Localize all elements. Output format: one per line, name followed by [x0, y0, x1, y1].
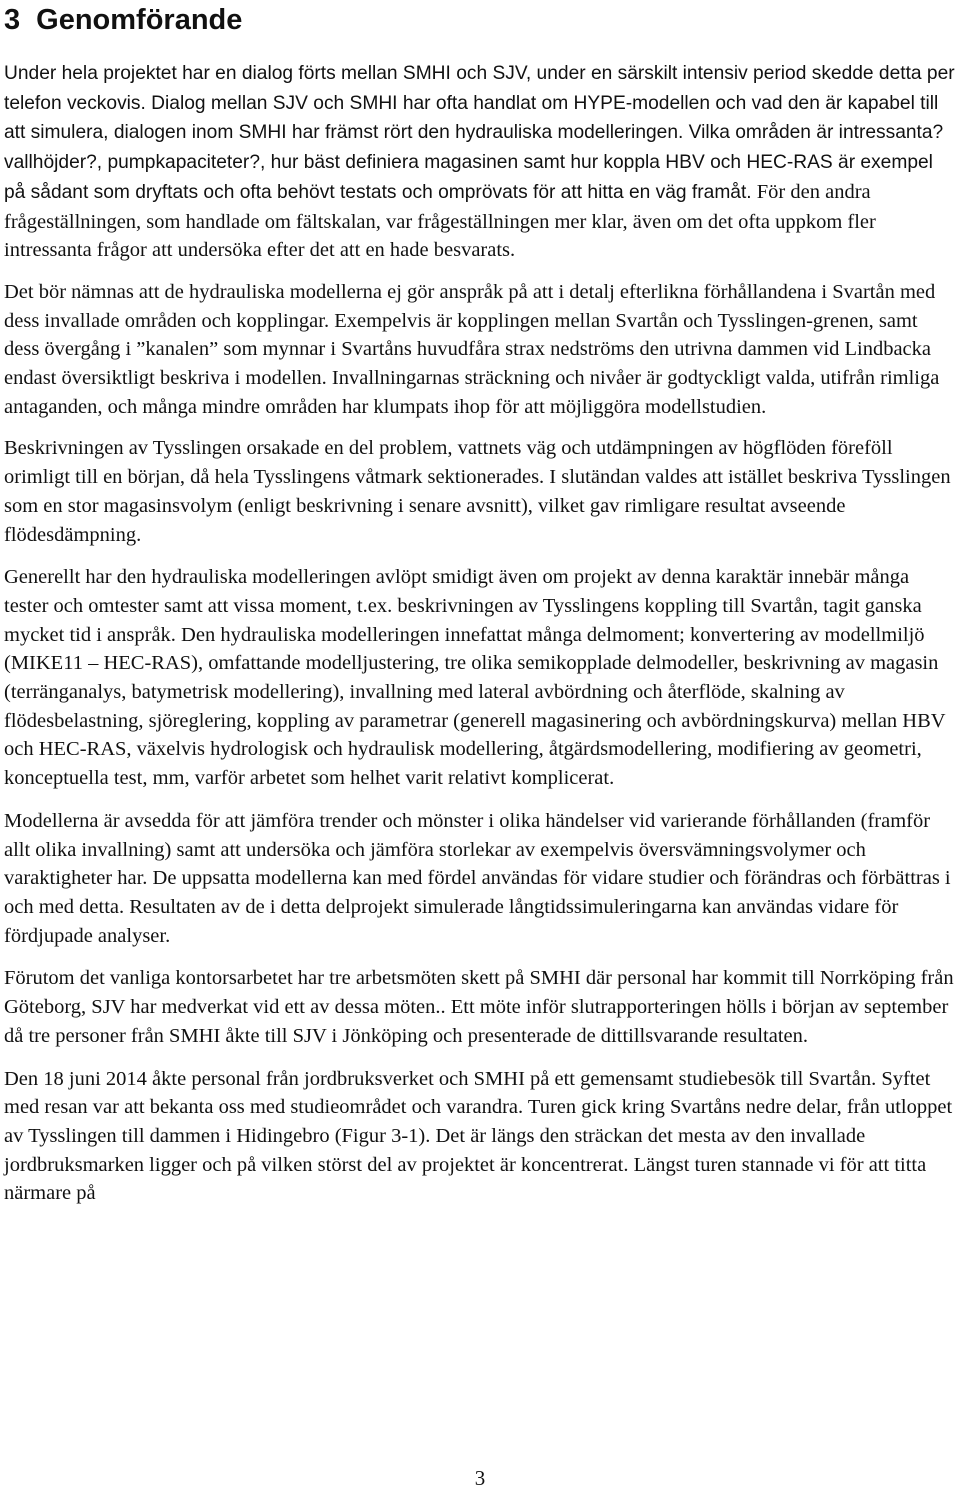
paragraph-dialog — [4, 59, 958, 265]
section-number: 3 — [4, 4, 21, 36]
paragraph-dialog-serif-part: För den andra frågeställningen, som handlade om fältskalan, var frågeställningen mer klar, även om det ofta uppkom fler intressanta frågor att undersöka efter det att en hade besvarats. — [4, 180, 876, 262]
section-title: Genomförande — [36, 4, 243, 36]
page-number: 3 — [474, 1466, 486, 1490]
paragraph-meetings: Förutom det vanliga kontorsarbetet har tre arbetsmöten skett på SMHI där personal har kommit till Norrköping från Göteborg, SJV har medverkat vid ett av dessa möten.. Ett möte inför slutrapporteringen hölls i början av september då tre personer från SMHI åkte till SJV i Jönköping och presenterade de dittillsvarande resultaten. — [4, 967, 954, 1047]
paragraph-dialog-sans-part: Under hela projektet har en dialog förts mellan SMHI och SJV, under en särskilt intensiv period skedde detta per telefon veckovis. Dialog mellan SJV och SMHI har ofta handlat om HYPE-modellen och vad den är kapabel till att simulera, dialogen inom SMHI har främst rört den hydrauliska modelleringen. Vilka områden är intressanta? vallhöjder?, pumpkapaciteter?, hur bäst definiera magasinen samt hur koppla HBV och HEC-RAS är exempel på sådant som dryftats och ofta behövt testats och omprövats för att hitta en väg framåt. — [4, 63, 955, 203]
paragraph-model-purpose: Modellerna är avsedda för att jämföra trender och mönster i olika händelser vid varierande förhållanden (framför allt olika invallning) samt att undersöka och jämföra storlekar av exempelvis översvämningsvolymer och varaktigheter har. De uppsatta modellerna kan med fördel användas för vidare studier och förändras och förbättras i och med detta. Resultaten av de i detta delprojekt simulerade långtidssimuleringarna kan användas vidare för fördjupade analyser. — [4, 809, 951, 947]
document-page — [4, 0, 958, 1208]
section-heading — [4, 3, 958, 37]
paragraph-tysslingen: Beskrivningen av Tysslingen orsakade en del problem, vattnets väg och utdämpningen av högflöden föreföll orimligt till en början, då hela Tysslingens våtmark sektionerades. I slutändan valdes att istället beskriva Tysslingen som en stor magasinsvolym (enligt beskrivning i senare avsnitt), vilket gav rimligare resultat avseende flödesdämpning. — [4, 437, 951, 546]
paragraph-model-limitations: Det bör nämnas att de hydrauliska modellerna ej gör anspråk på att i detalj efterlikna förhållandena i Svartån med dess invallade områden och kopplingar. Exempelvis är kopplingen mellan Svartån och Tysslingen-grenen, samt dess övergång i ”kanalen” som mynnar i Svartåns huvudfåra strax nedströms den utrivna dammen vid Lindbacka endast översiktligt beskriva i modellen. Invallningarnas sträckning och nivåer är godtyckligt valda, utifrån rimliga antaganden, och många mindre områden har klumpats ihop för att möjliggöra modellstudien. — [4, 280, 940, 418]
paragraph-hydraulic-modelling: Generellt har den hydrauliska modelleringen avlöpt smidigt även om projekt av denna karaktär innebär många tester och omtester samt att vissa moment, t.ex. beskrivningen av Tysslingens koppling till Svartån, tagit ganska mycket tid i anspråk. Den hydrauliska modelleringen innefattat många delmoment; konvertering av modellmiljö (MIKE11 – HEC-RAS), omfattande modelljustering, tre olika semikopplade delmodeller, beskrivning av magasin (terränganalys, batymetrisk modellering), invallning med lateral avbördning och återflöde, skalning av flödesbelastning, sjöreglering, koppling av parametrar (generell magasinering och avbördningskurva) mellan HBV och HEC-RAS, växelvis hydrologisk och hydraulisk modellering, åtgärdsmodellering, modifiering av geometri, konceptuella test, mm, varför arbetet som helhet varit relativt komplicerat. — [4, 566, 946, 790]
paragraph-study-visit: Den 18 juni 2014 åkte personal från jordbruksverket och SMHI på ett gemensamt studiebesök till Svartån. Syftet med resan var att bekanta oss med studieområdet och varandra. Turen gick kring Svartåns nedre delar, från utloppet av Tysslingen till dammen i Hidingebro (Figur 3-1). Det är längs den sträckan det mesta av den invallade jordbruksmarken ligger och på vilken störst del av projektet är koncentrerat. Längst turen stannade vi för att titta närmare på — [4, 1067, 953, 1205]
